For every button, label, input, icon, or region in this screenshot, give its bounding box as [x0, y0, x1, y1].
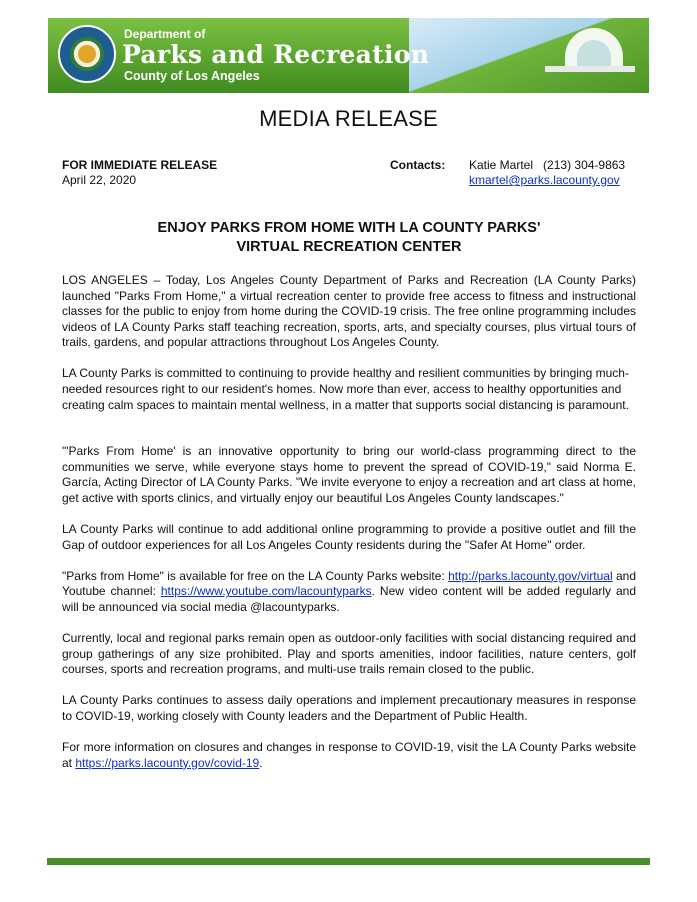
stage-graphic: [545, 66, 635, 72]
paragraph-park-status: Currently, local and regional parks remain open as outdoor-only facilities with social distancing required and group gatherings of any size prohibited. Play and sports amenities, indoor facilities, nature centers, golf courses, sports and recreation programs, and multi-use trails remain closed to the public.: [62, 631, 636, 677]
more-info-text-a: For more information on closures and changes in response to COVID-19, visit the LA County Parks website at: [62, 740, 636, 770]
paragraph-operations: LA County Parks continues to assess daily operations and implement precautionary measures in response to COVID-19, working closely with County leaders and the Department of Public Health.: [62, 693, 636, 723]
header-banner: [48, 18, 649, 93]
contact-name: Katie Martel: [469, 158, 534, 172]
paragraph-quote: "'Parks From Home' is an innovative opportunity to bring our world-class programming direct to the communities we serve, while everyone stays home to prevent the spread of COVID-19," said Norma E. García, Acting Director of LA County Parks. "We invite everyone to enjoy a recreation and art class at home, get active with sports clinics, and virtually enjoy our beautiful Los Angeles County landscapes.": [62, 444, 636, 506]
banner-org-name: Parks and Recreation: [122, 40, 430, 69]
banner-county-label: County of Los Angeles: [124, 69, 260, 83]
footer-rule: [47, 858, 650, 865]
headline: [60, 219, 638, 257]
covid-info-link[interactable]: https://parks.lacounty.gov/covid-19: [75, 755, 260, 770]
release-label: FOR IMMEDIATE RELEASE: [62, 158, 218, 172]
release-date: April 22, 2020: [62, 173, 137, 187]
contact-email-link[interactable]: kmartel@parks.lacounty.gov: [469, 173, 620, 187]
page-title: MEDIA RELEASE: [259, 106, 438, 131]
headline-line-2: VIRTUAL RECREATION CENTER: [236, 239, 462, 255]
contact-phone: (213) 304-9863: [543, 158, 626, 172]
banner-dept-label: Department of: [124, 27, 206, 41]
contacts-label: Contacts:: [390, 158, 446, 172]
paragraph-additional-programming: LA County Parks will continue to add additional online programming to provide a positive outlet and fill the Gap of outdoor experiences for all Los Angeles County residents during the "Safer At Home" order.: [62, 522, 636, 552]
youtube-channel-link[interactable]: https://www.youtube.com/lacountyparks: [160, 584, 372, 599]
availability-text-b: and Youtube channel:: [62, 568, 637, 599]
paragraph-commitment: LA County Parks is committed to continuing to provide healthy and resilient communities by bringing much-needed resources right to our resident's homes. Now more than ever, access to healthy opportunities and creating calm spaces to maintain mental wellness, in a matter that supports social distancing is paramount.: [62, 366, 629, 412]
paragraph-availability: [62, 569, 636, 616]
release-body: [62, 273, 636, 771]
headline-line-1: ENJOY PARKS FROM HOME WITH LA COUNTY PARKS': [157, 220, 541, 236]
release-info: [62, 158, 217, 188]
contact-info: [469, 158, 625, 188]
virtual-site-link[interactable]: http://parks.lacounty.gov/virtual: [448, 568, 613, 583]
more-info-text-b: .: [259, 755, 263, 770]
availability-text-a: "Parks from Home" is available for free on the LA County Parks website:: [62, 568, 449, 583]
county-seal-icon: [58, 25, 116, 83]
paragraph-intro: LOS ANGELES – Today, Los Angeles County Department of Parks and Recreation (LA County Parks) launched "Parks From Home," a virtual recreation center to provide free access to fitness and instructional classes for the public to enjoy from home during the COVID-19 crisis. The free online programming includes videos of LA County Parks staff teaching recreation, sports, arts, and specialty courses, plus virtual tours of trails, gardens, and popular attractions throughout Los Angeles County.: [62, 273, 636, 350]
paragraph-more-info: [62, 740, 636, 771]
availability-text-c: . New video content will be added regularly and will be announced via social media @lacountyparks.: [62, 584, 636, 614]
